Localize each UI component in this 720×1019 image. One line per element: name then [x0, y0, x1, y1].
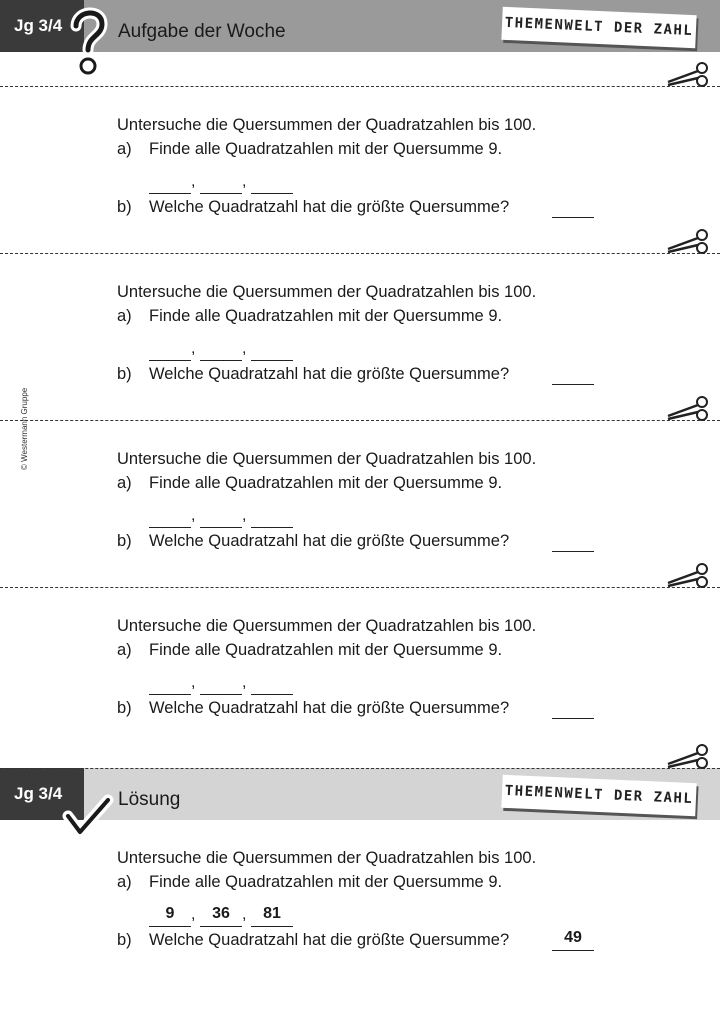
solution-header-bar	[0, 768, 720, 820]
answer-blank[interactable]	[200, 672, 242, 695]
answer-blank[interactable]	[149, 505, 191, 528]
answer-blank[interactable]	[552, 195, 594, 218]
task-card: Untersuche die Quersummen der Quadratzahlen bis 100. a) Finde alle Quadratzahlen mit der Quersumme 9. , , b) Welche Quadratzahl hat die größte Quersumme?	[117, 447, 677, 553]
question-mark-icon	[68, 2, 108, 78]
solution-card: Untersuche die Quersummen der Quadratzahlen bis 100. a) Finde alle Quadratzahlen mit der Quersumme 9. 9 , 36 , 81 b) Welche Quadratzahl hat die größte Quersumme? 49	[117, 846, 677, 952]
part-b-text: Welche Quadratzahl hat die größte Quersumme?	[149, 365, 510, 383]
answer-blank[interactable]	[552, 696, 594, 719]
grade-label: Jg 3/4	[0, 768, 84, 820]
answer-blank[interactable]	[200, 505, 242, 528]
header-bar	[0, 0, 720, 52]
answer-value: 36	[200, 904, 242, 927]
scissors-icon	[666, 227, 710, 257]
task-intro: Untersuche die Quersummen der Quadratzahlen bis 100.	[117, 450, 537, 468]
task-card: Untersuche die Quersummen der Quadratzahlen bis 100. a) Finde alle Quadratzahlen mit der Quersumme 9. , , b) Welche Quadratzahl hat die größte Quersumme?	[117, 113, 677, 219]
cut-line	[0, 587, 720, 588]
checkmark-icon	[62, 794, 114, 838]
cut-line	[0, 768, 720, 769]
part-b-label: b)	[117, 931, 132, 949]
cut-line	[0, 253, 720, 254]
part-b-label: b)	[117, 198, 132, 216]
answer-blank[interactable]	[251, 171, 293, 194]
part-a-text: Finde alle Quadratzahlen mit der Quersumme 9.	[149, 641, 503, 659]
grade-label: Jg 3/4	[0, 0, 84, 52]
task-intro: Untersuche die Quersummen der Quadratzahlen bis 100.	[117, 617, 537, 635]
part-a-label: a)	[117, 873, 132, 891]
task-card: Untersuche die Quersummen der Quadratzahlen bis 100. a) Finde alle Quadratzahlen mit der Quersumme 9. , , b) Welche Quadratzahl hat die größte Quersumme?	[117, 280, 677, 386]
answer-value: 9	[149, 904, 191, 927]
part-b-label: b)	[117, 365, 132, 383]
scissors-icon	[666, 561, 710, 591]
part-a-text: Finde alle Quadratzahlen mit der Quersumme 9.	[149, 873, 503, 891]
answer-blank[interactable]	[149, 171, 191, 194]
solution-title: Lösung	[118, 789, 181, 810]
answer-blank[interactable]	[200, 171, 242, 194]
part-a-label: a)	[117, 474, 132, 492]
part-b-label: b)	[117, 699, 132, 717]
part-a-label: a)	[117, 307, 132, 325]
answer-blank[interactable]	[149, 672, 191, 695]
answer-blank[interactable]	[200, 338, 242, 361]
copyright-notice: © Westermann Gruppe	[20, 387, 29, 470]
scissors-icon	[666, 394, 710, 424]
task-card: Untersuche die Quersummen der Quadratzahlen bis 100. a) Finde alle Quadratzahlen mit der Quersumme 9. , , b) Welche Quadratzahl hat die größte Quersumme?	[117, 614, 677, 720]
task-intro: Untersuche die Quersummen der Quadratzahlen bis 100.	[117, 283, 537, 301]
page-title: Aufgabe der Woche	[118, 21, 286, 42]
answer-blank[interactable]	[251, 505, 293, 528]
answer-blank[interactable]	[552, 529, 594, 552]
answer-value: 81	[251, 904, 293, 927]
part-b-text: Welche Quadratzahl hat die größte Quersumme?	[149, 931, 510, 949]
brand-label: THEMENWELT DER ZAHL	[501, 7, 696, 48]
cut-line	[0, 86, 720, 87]
task-intro: Untersuche die Quersummen der Quadratzahlen bis 100.	[117, 116, 537, 134]
answer-blank[interactable]	[251, 338, 293, 361]
answer-value: 49	[552, 928, 594, 951]
part-a-text: Finde alle Quadratzahlen mit der Quersumme 9.	[149, 474, 503, 492]
answer-blank[interactable]	[149, 338, 191, 361]
part-b-text: Welche Quadratzahl hat die größte Quersumme?	[149, 532, 510, 550]
part-a-label: a)	[117, 641, 132, 659]
part-a-text: Finde alle Quadratzahlen mit der Quersumme 9.	[149, 140, 503, 158]
part-b-label: b)	[117, 532, 132, 550]
scissors-icon	[666, 60, 710, 90]
part-b-text: Welche Quadratzahl hat die größte Quersumme?	[149, 699, 510, 717]
scissors-icon	[666, 742, 710, 772]
brand-label: THEMENWELT DER ZAHL	[501, 775, 696, 816]
part-a-text: Finde alle Quadratzahlen mit der Quersumme 9.	[149, 307, 503, 325]
answer-blank[interactable]	[251, 672, 293, 695]
answer-blank[interactable]	[552, 362, 594, 385]
part-b-text: Welche Quadratzahl hat die größte Quersumme?	[149, 198, 510, 216]
task-intro: Untersuche die Quersummen der Quadratzahlen bis 100.	[117, 849, 537, 867]
cut-line	[0, 420, 720, 421]
part-a-label: a)	[117, 140, 132, 158]
